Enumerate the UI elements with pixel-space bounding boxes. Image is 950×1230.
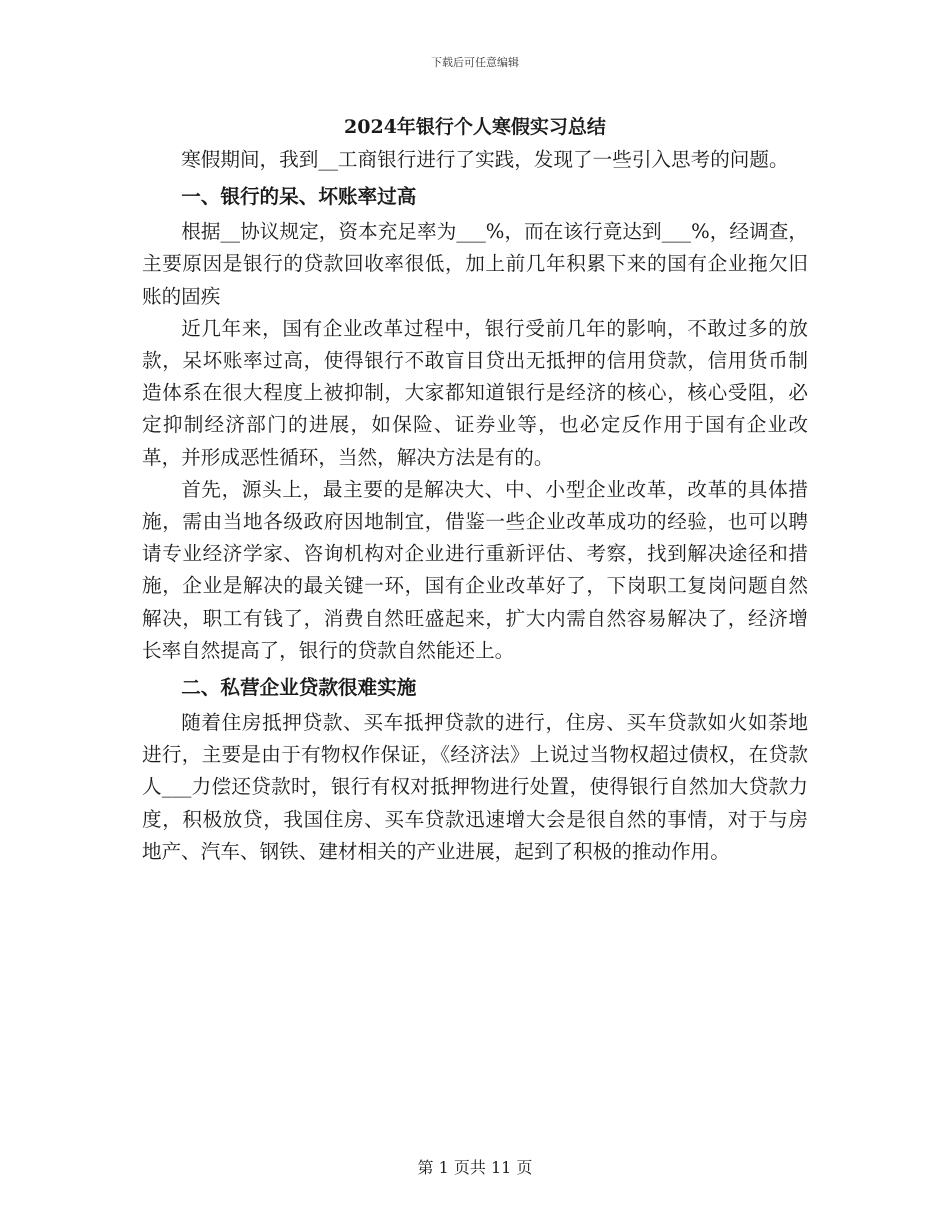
document-title: 2024年银行个人寒假实习总结 [344, 116, 606, 138]
section-2-paragraph-1: 随着住房抵押贷款、买车抵押贷款的进行，住房、买车贷款如火如荼地进行，主要是由于有物权作保证，《经济法》上说过当物权超过债权，在贷款人___力偿还贷款时，银行有权对抵押物进行处置，使得银行自然加大贷款力度，积极放贷，我国住房、买车贷款迅速增大会是很自然的事情，对于与房地产、汽车、钢铁、建材相关的产业进展，起到了积极的推动作用。 [142, 711, 808, 863]
section-1-paragraph-2: 近几年来，国有企业改革过程中，银行受前几年的影响，不敢过多的放款，呆坏账率过高，使得银行不敢盲目贷出无抵押的信用贷款，信用货币制造体系在很大程度上被抑制，大家都知道银行是经济的核心，核心受阻，必定抑制经济部门的进展，如保险、证券业等，也必定反作用于国有企业改革，并形成恶性循环，当然，解决方法是有的。 [142, 316, 808, 469]
intro-paragraph: 寒假期间，我到__工商银行进行了实践，发现了一些引入思考的问题。 [181, 148, 789, 171]
page-number-footer: 第 1 页共 11 页 [417, 1158, 533, 1177]
section-1-paragraph-1: 根据__协议规定，资本充足率为___%，而在该行竟达到___%，经调查，主要原因是银行的贷款回收率很低，加上前几年积累下来的国有企业拖欠旧账的固疾 [142, 220, 808, 308]
section-1-paragraph-3: 首先，源头上，最主要的是解决大、中、小型企业改革，改革的具体措施，需由当地各级政府因地制宜，借鉴一些企业改革成功的经验，也可以聘请专业经济学家、咨询机构对企业进行重新评估、考察，找到解决途径和措施，企业是解决的最关键一环，国有企业改革好了，下岗职工复岗问题自然解决，职工有钱了，消费自然旺盛起来，扩大内需自然容易解决了，经济增长率自然提高了，银行的贷款自然能还上。 [142, 477, 808, 662]
section-2-heading: 二、私营企业贷款很难实施 [181, 676, 417, 700]
document-body [142, 108, 808, 868]
section-1-heading: 一、银行的呆、坏账率过高 [181, 185, 417, 209]
page-header-note: 下载后可任意编辑 [431, 56, 519, 69]
